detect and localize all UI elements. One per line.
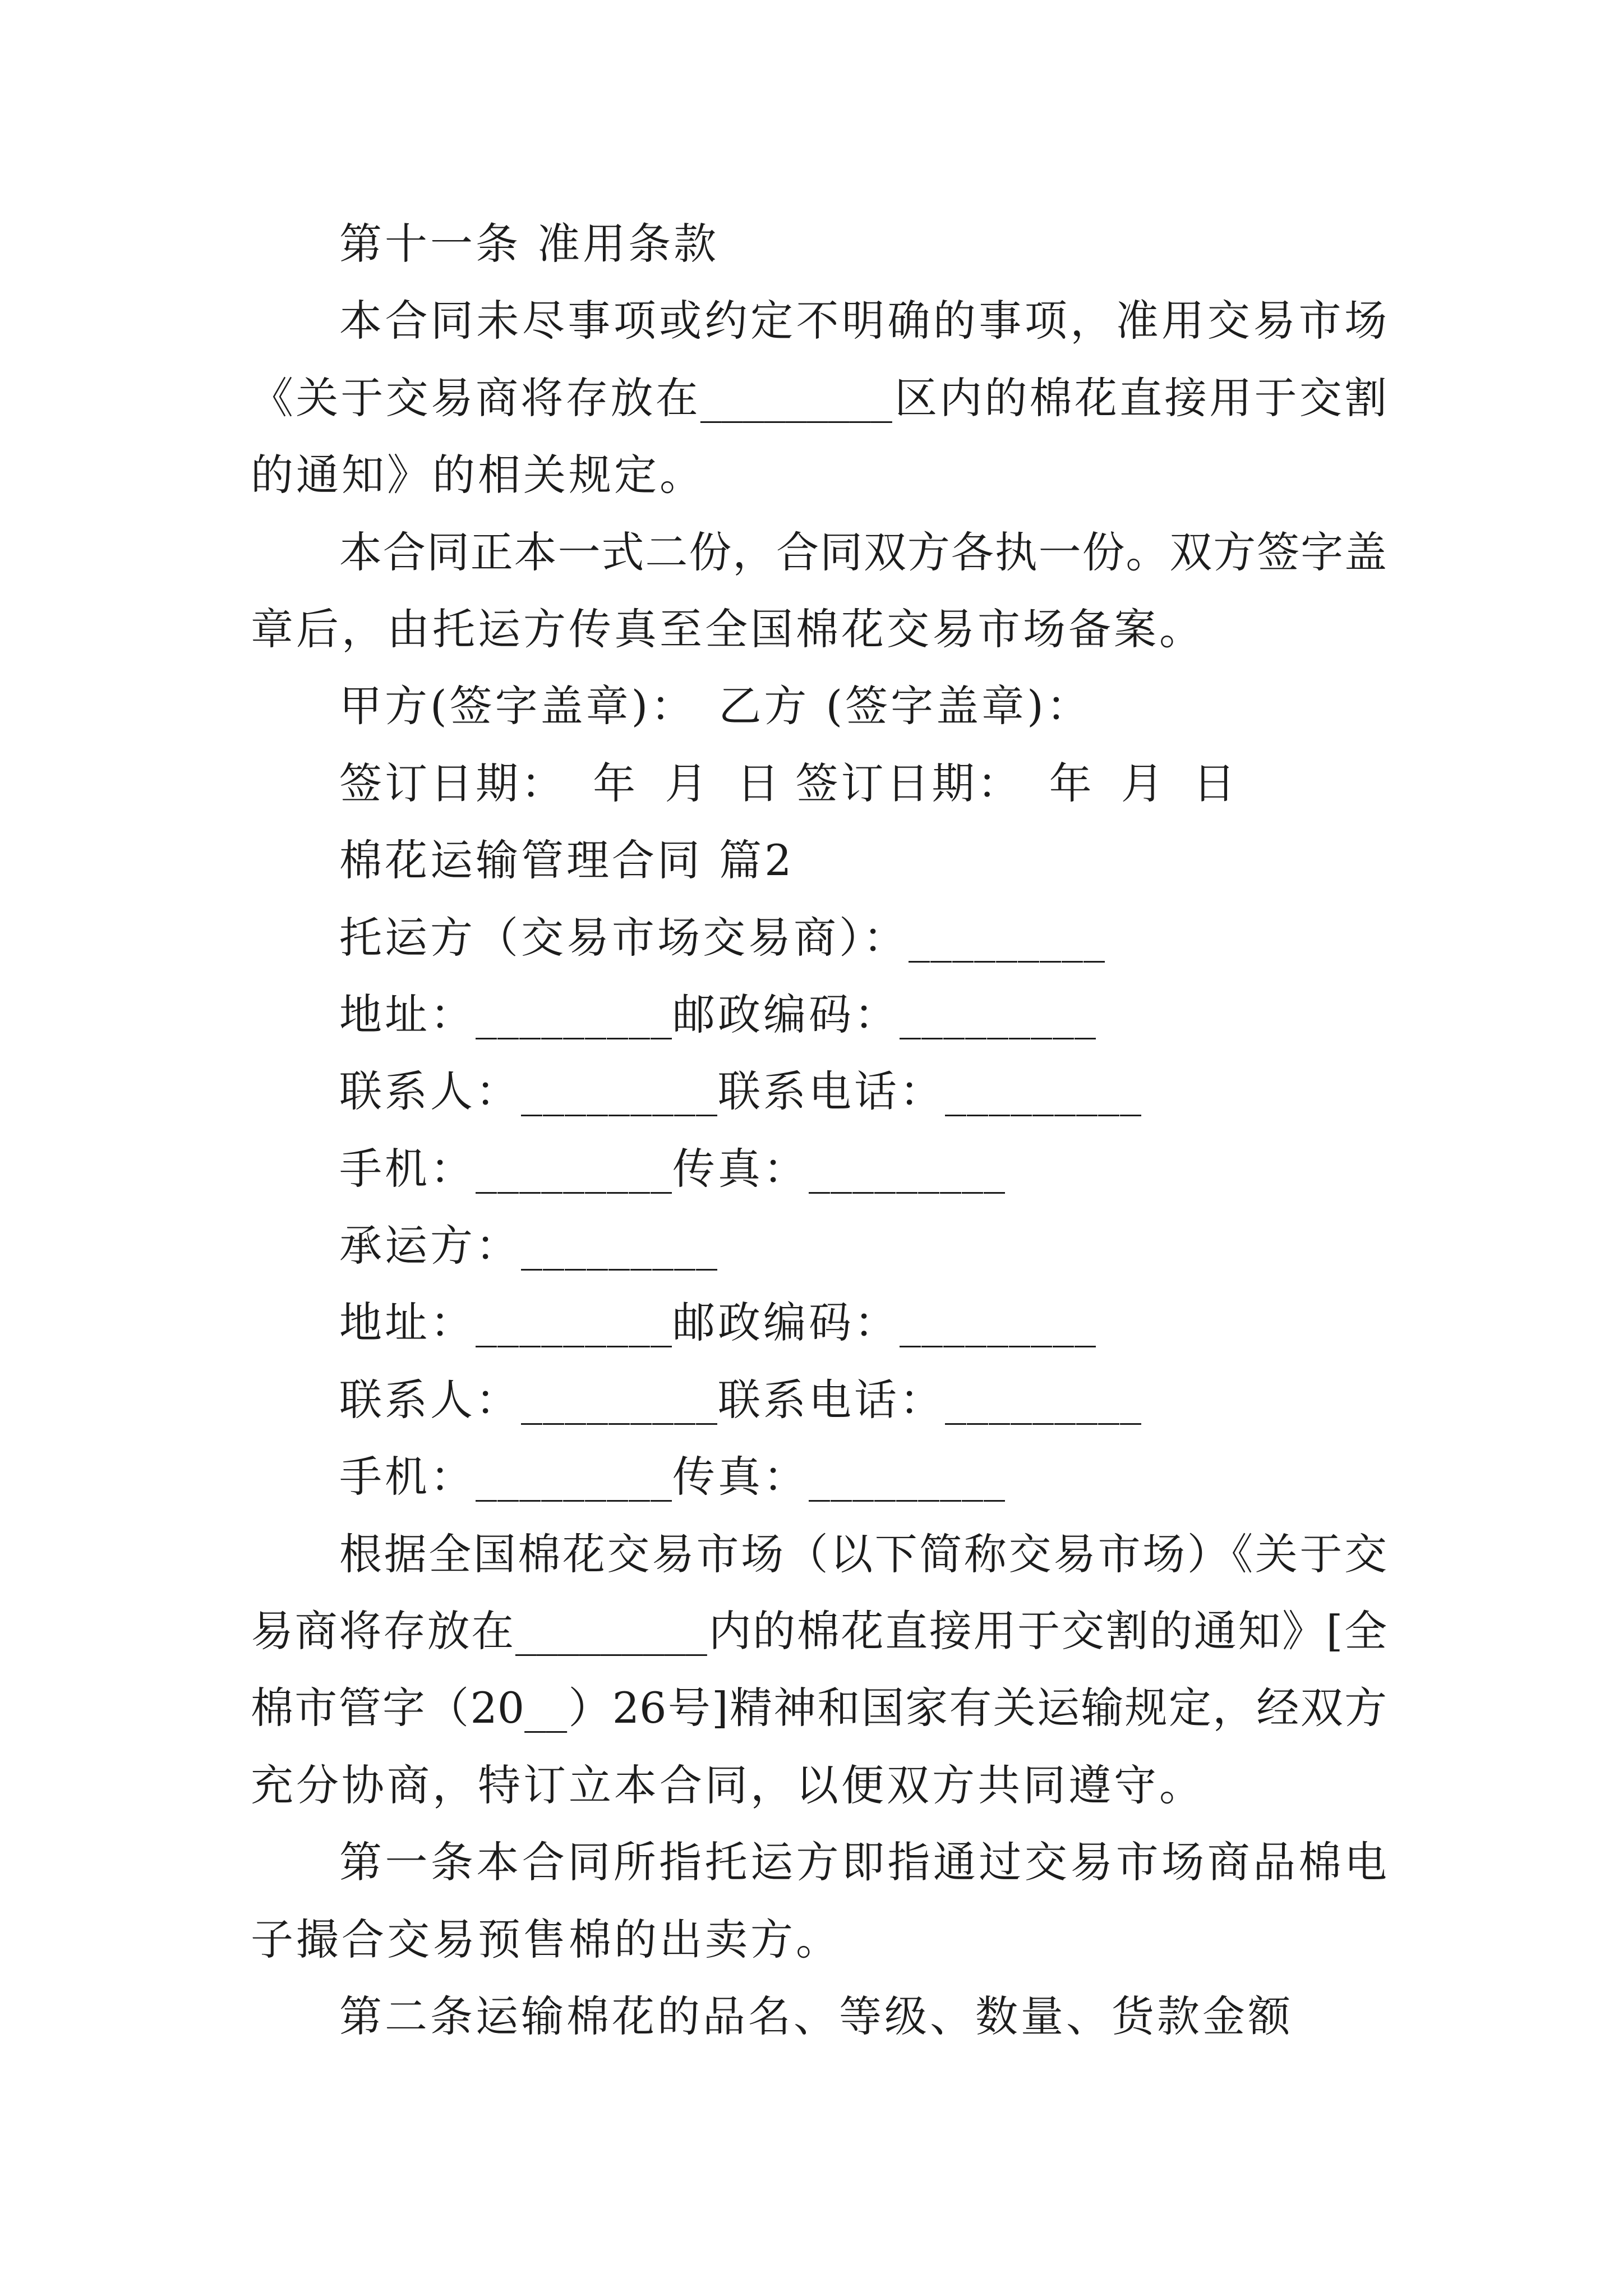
shipper-fax-label: 传真： [672,1143,809,1194]
shipper-mobile-label: 手机： [339,1143,476,1194]
copies-line: 本合同正本一式二份，合同双方各执一份。双方签字盖 [339,527,1387,577]
carrier-phone-label: 联系电话： [718,1374,945,1425]
carrier-address-blank: _________ [476,1297,672,1348]
shipper-postcode-label: 邮政编码： [672,989,900,1039]
carrier-fax-blank: _________ [809,1452,1006,1502]
carrier-contact-label: 联系人： [339,1374,521,1425]
contract-2-title: 棉花运输管理合同 篇2 [339,835,795,886]
shipper-contact-field [251,1053,1387,1130]
preamble-line: 根据全国棉花交易市场（以下简称交易市场）《关于交 [339,1529,1387,1579]
clause-line: 《关于交易商将存放在_________区内的棉花直接用于交割 [251,372,1387,423]
carrier-phone-blank: _________ [945,1374,1142,1425]
party-a-signature: 甲方(签字盖章)： [339,681,697,731]
shipper-address-blank: _________ [476,989,672,1039]
shipper-contact-label: 联系人： [339,1066,521,1117]
clause-line: 的通知》的相关规定。 [251,450,705,500]
carrier-contact-blank: _________ [521,1374,718,1425]
carrier-postcode-blank: _________ [900,1297,1096,1348]
preamble-line: 棉市管字（20__）26号]精神和国家有关运输规定，经双方 [251,1683,1387,1733]
carrier-mobile-field [251,1438,1387,1515]
article-1-line: 子撮合交易预售棉的出卖方。 [251,1914,841,1964]
carrier-postcode-label: 邮政编码： [672,1297,900,1348]
preamble-line: 充分协商，特订立本合同，以便双方共同遵守。 [251,1760,1205,1810]
party-b-signing-date: 签订日期： 年 月 日 [795,758,1238,808]
shipper-address-label: 地址： [339,989,476,1039]
copies-line: 章后，由托运方传真至全国棉花交易市场备案。 [251,604,1205,654]
clause-line: 本合同未尽事项或约定不明确的事项，准用交易市场 [339,296,1387,346]
shipper-contact-blank: _________ [521,1066,718,1117]
preamble-line: 易商将存放在_________内的棉花直接用于交割的通知》[全 [251,1606,1387,1657]
carrier-name-label: 承运方： [339,1221,521,1271]
party-b-signature: 乙方 (签字盖章)： [718,681,1092,731]
party-a-signing-date: 签订日期： 年 月 日 [339,758,782,808]
article-11-heading: 第十一条 准用条款 [339,219,720,269]
shipper-phone-label: 联系电话： [718,1066,945,1117]
article-1-line: 第一条本合同所指托运方即指通过交易市场商品棉电 [339,1837,1387,1888]
carrier-mobile-blank: _________ [476,1452,672,1502]
carrier-name-field [251,1207,1387,1284]
shipper-name-blank: _________ [909,912,1105,963]
carrier-name-blank: _________ [521,1221,718,1271]
shipper-fax-blank: _________ [809,1143,1006,1194]
shipper-mobile-blank: _________ [476,1143,672,1194]
article-2-heading: 第二条运输棉花的品名、等级、数量、货款金额 [339,1991,1293,2041]
shipper-phone-blank: _________ [945,1066,1142,1117]
carrier-contact-field [251,1361,1387,1438]
signing-date-line [251,745,1387,822]
carrier-fax-label: 传真： [672,1452,809,1502]
carrier-address-field [251,1284,1387,1361]
shipper-address-field [251,976,1387,1053]
shipper-mobile-field [251,1130,1387,1207]
shipper-postcode-blank: _________ [900,989,1096,1039]
shipper-name-label: 托运方（交易市场交易商）： [339,912,909,963]
carrier-mobile-label: 手机： [339,1452,476,1502]
document-body [251,205,1387,2055]
signature-line [251,668,1387,744]
carrier-address-label: 地址： [339,1297,476,1348]
shipper-name-field [251,899,1387,976]
